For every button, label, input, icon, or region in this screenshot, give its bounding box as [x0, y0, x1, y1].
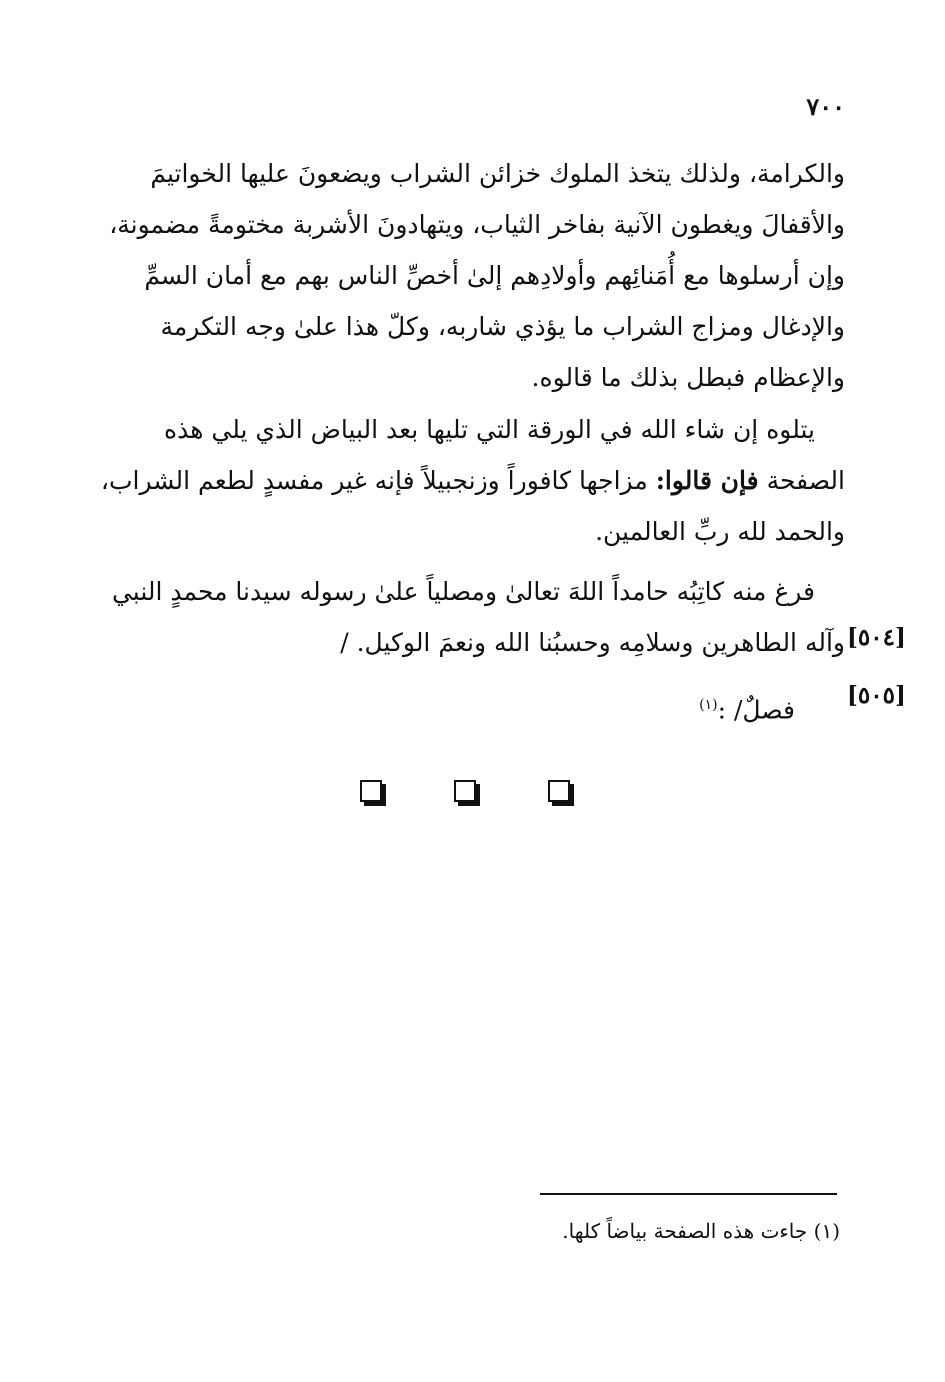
square-ornament-icon: [360, 780, 382, 802]
paragraph-2-line: [100, 455, 845, 506]
paragraph-1: [100, 148, 845, 403]
paragraph-2: [100, 404, 845, 557]
section-heading: [600, 680, 795, 735]
colophon-paragraph: [100, 566, 845, 668]
footnote-reference: (١): [699, 697, 718, 713]
colophon-line: وآله الطاهرين وسلامِه وحسبُنا الله ونعمَ الوكيل. /: [340, 628, 845, 657]
footnote: (١) جاءت هذه الصفحة بياضاً كلها.: [562, 1219, 840, 1243]
paragraph-2-line-2-start: الصفحة: [766, 466, 845, 495]
manuscript-folio-marker-505: [٥٠٥]: [847, 682, 906, 709]
quoted-objection-label: فإن قالوا:: [655, 466, 759, 495]
paragraph-2-line: [100, 404, 845, 455]
footnote-separator: [540, 1193, 837, 1195]
manuscript-folio-marker-504: [٥٠٤]: [847, 624, 906, 651]
page-number: ٧٠٠: [806, 92, 845, 121]
paragraph-1-line: وإن أرسلوها مع أُمَنائِهم وأولادِهم إلىٰ أخصِّ الناس بهم مع أمان السمِّ: [144, 261, 845, 290]
colophon-line: [100, 566, 845, 617]
paragraph-2-line: والحمد لله ربِّ العالمين.: [595, 517, 845, 546]
paragraph-2-line-1-text: يتلوه إن شاء الله في الورقة التي تليها بعد البياض الذي يلي هذه: [164, 415, 815, 444]
section-heading-text: فصلٌ/ :: [717, 695, 795, 725]
square-ornament-icon: [548, 780, 570, 802]
section-divider-ornaments: [360, 775, 570, 807]
paragraph-1-line: والإدغال ومزاج الشراب ما يؤذي شاربه، وكلّ هذا علىٰ وجه التكرمة: [160, 312, 845, 341]
paragraph-1-line: والأقفالَ ويغطون الآنية بفاخر الثياب، ويتهادونَ الأشربة مختومةً مضمونة،: [109, 210, 845, 239]
paragraph-1-line: والإعظام فبطل بذلك ما قالوه.: [531, 363, 845, 392]
paragraph-1-line: والكرامة، ولذلك يتخذ الملوك خزائن الشراب ويضعونَ عليها الخواتيمَ: [150, 159, 845, 188]
square-ornament-icon: [454, 780, 476, 802]
paragraph-2-line-2-end: مزاجها كافوراً وزنجبيلاً فإنه غير مفسدٍ لطعم الشراب،: [100, 466, 648, 495]
colophon-line-1-text: فرغ منه كاتِبُه حامداً اللهَ تعالىٰ ومصلياً علىٰ رسوله سيدنا محمدٍ النبي: [111, 577, 815, 606]
